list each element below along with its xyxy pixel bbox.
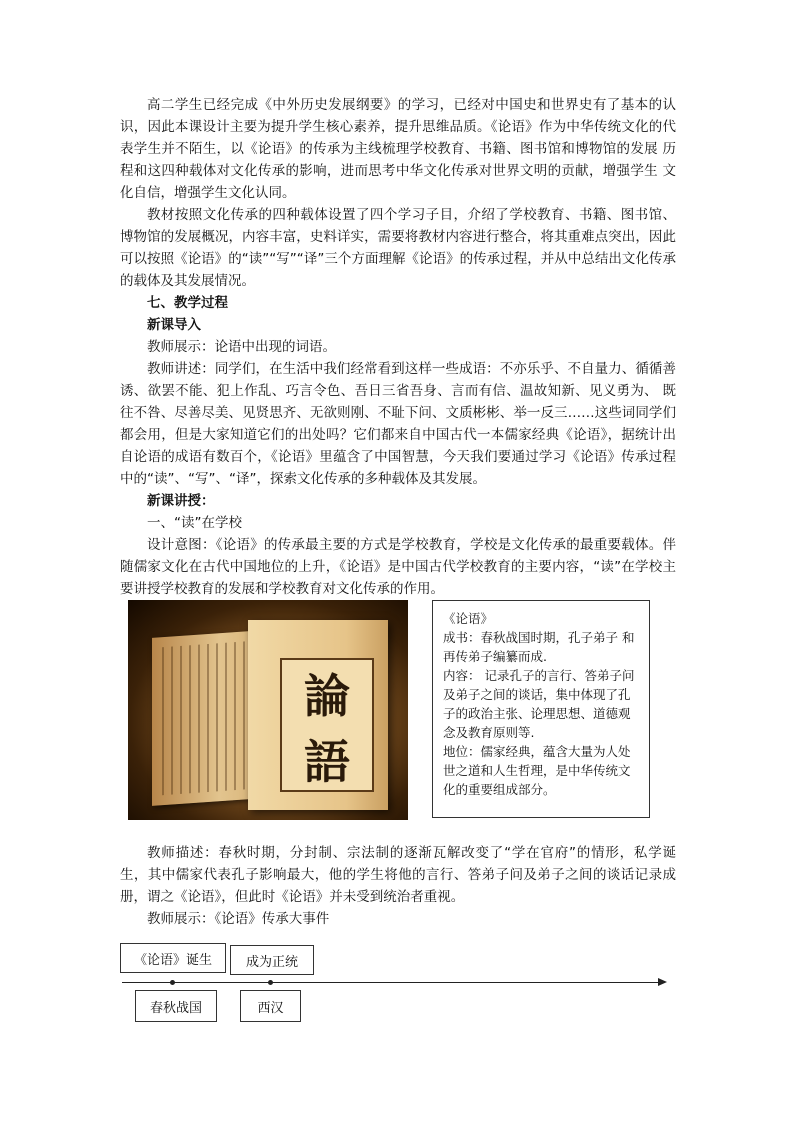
infobox-line-content: 内容： 记录孔子的言行、答弟子问及弟子之间的谈话，集中体现了孔子的政治主张、论理思想、道德观念及教育原则等. [443,668,635,740]
document-body-lower [120,842,676,930]
timeline-arrow-icon [658,978,667,986]
timeline-axis [122,982,660,983]
document-body [120,94,676,622]
intro-heading: 新课导入 [147,317,201,333]
teacher-talk-1: 教师讲述：同学们，在生活中我们经常看到这样一些成语：不亦乐乎、不自量力、循循善诱、欲罢不能、犯上作乱、巧言令色、吾日三省吾身、言而有信、温故知新、见义勇为、 既往不咎、尽善尽美、见贤思齐、无欲则刚、不耻下问、文质彬彬、举一反三……这些词同学们都会用，但是大家知道它们的出处吗？它们都来自中国古代一本儒家经典《论语》，据统计出自论语的成语有数百个，《论语》里蕴含了中国智慧，今天我们要通过学习《论语》传承过程中的“读”、“写”、“译”，探索文化传承的多种载体及其发展。 [120,361,676,487]
paragraph-textbook-analysis: 教材按照文化传承的四种载体设置了四个学习子目，介绍了学校教育、书籍、图书馆、 博物馆的发展概况，内容丰富，史料详实，需要将教材内容进行整合，将其重难点突出，因此可以按照《论语》的“读”“写”“译”三个方面理解《论语》的传承过程，并从中总结出文化传承的载体及其发展情况。 [120,207,676,289]
timeline-dot [170,980,175,985]
timeline-event-birth: 《论语》诞生 [120,943,226,973]
design-intent: 设计意图：《论语》的传承最主要的方式是学校教育，学校是文化传承的最重要载体。伴随儒家文化在古代中国地位的上升，《论语》是中国古代学校教育的主要内容，“读”在学校主要讲授学校教育的发展和学校教育对文化传承的作用。 [120,537,676,597]
paragraph-learner-analysis: 高二学生已经完成《中外历史发展纲要》的学习，已经对中国史和世界史有了基本的认 识，因此本课设计主要为提升学生核心素养，提升思维品质。《论语》作为中华传统文化的代表学生并不陌生，以《论语》的传承为主线梳理学校教育、书籍、图书馆和博物馆的发展 历程和这四种载体对文化传承的影响，进而思考中华文化传承对世界文明的贡献，增强学生 文化自信，增强学生文化认同。 [120,97,676,201]
timeline-dot [268,980,273,985]
part1-heading: 一、“读”在学校 [147,515,242,531]
teacher-show-1: 教师展示：论语中出现的词语。 [147,339,336,355]
lunyu-info-box [432,600,650,818]
book-title-char-2: 語 [304,735,350,789]
timeline-period-chunqiu: 春秋战国 [135,990,217,1022]
timeline-event-orthodox: 成为正统 [230,945,314,975]
new-lesson-heading: 新课讲授： [147,493,215,509]
book-title-char-1: 論 [304,669,350,723]
infobox-line-compilation: 成书：春秋战国时期，孔子弟子 和再传弟子编纂而成. [443,630,635,664]
section-title: 七、教学过程 [147,295,228,311]
book-title-box [280,658,374,792]
book-cover [248,620,388,810]
teacher-show-3: 教师展示：《论语》传承大事件 [147,911,330,927]
lunyu-book-photo [128,600,408,820]
infobox-line-status: 地位：儒家经典，蕴含大量为人处世之道和人生哲理，是中华传统文化的重要组成部分。 [443,744,631,797]
infobox-title: 《论语》 [443,611,494,626]
teacher-talk-2: 教师描述：春秋时期，分封制、宗法制的逐渐瓦解改变了“学在官府”的情形，私学诞 生，其中儒家代表孔子影响最大，他的学生将他的言行、答弟子问及弟子之间的谈话记录成 册，谓之《论语》，但此时《论语》并未受到统治者重视。 [120,845,676,905]
timeline-period-xihan: 西汉 [240,990,301,1022]
